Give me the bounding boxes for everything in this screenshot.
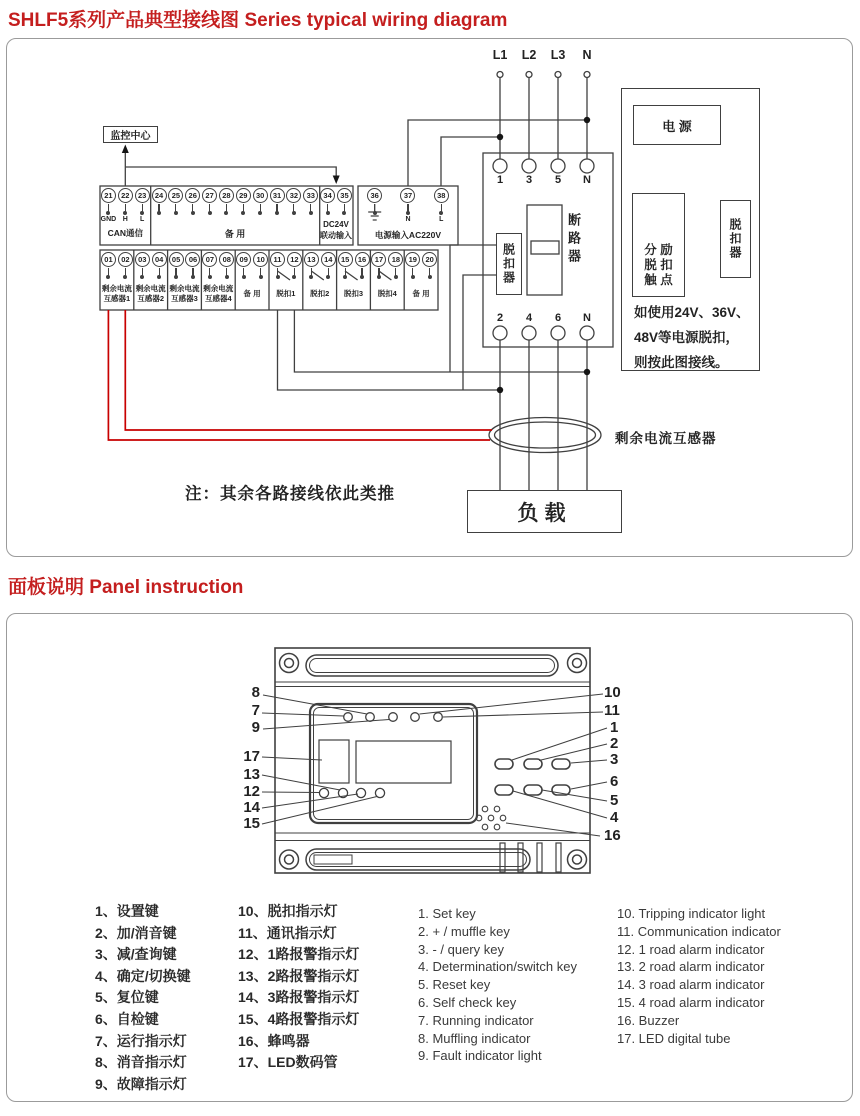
legend-item: 15、4路报警指示灯 — [238, 1010, 360, 1027]
breaker-trip-unit-box: 脱扣器 — [496, 233, 522, 295]
terminal-sub-label: L — [439, 215, 444, 223]
terminal-pin — [159, 268, 160, 276]
terminal-cell — [100, 250, 117, 280]
legend-item: 9. Fault indicator light — [418, 1048, 542, 1064]
terminal-pin — [412, 268, 413, 276]
terminal-pin — [429, 268, 430, 276]
terminal-pin — [192, 268, 193, 276]
terminal-group-label: 剩余电流 互感器1 — [101, 284, 132, 303]
terminal-pin — [344, 204, 345, 212]
terminal-number: 15 — [338, 252, 353, 267]
terminal-sub-label: GND — [100, 215, 117, 223]
panel-callout-2: 2 — [610, 735, 619, 752]
terminal-pin — [277, 268, 278, 276]
legend-item: 13、2路报警指示灯 — [238, 967, 360, 984]
terminal-number: 21 — [101, 188, 116, 203]
panel-callout-6: 6 — [610, 773, 619, 790]
panel-callout-13: 13 — [243, 766, 260, 783]
terminal-cell — [252, 186, 269, 245]
terminal-pin — [125, 204, 126, 212]
wiring-note: 注：其余各路接线依此类推 — [185, 485, 395, 503]
terminal-number: 33 — [303, 188, 318, 203]
terminal-cell — [201, 250, 218, 280]
terminal-pin — [142, 204, 143, 212]
breaker-in-5: 5 — [554, 174, 562, 186]
terminal-number: 38 — [434, 188, 449, 203]
terminal-row-2 — [100, 250, 438, 280]
breaker-out-4: 4 — [525, 312, 533, 324]
terminal-pin — [293, 204, 294, 212]
panel-callout-4: 4 — [610, 809, 619, 826]
terminal-pin — [374, 204, 375, 212]
terminal-number: 35 — [337, 188, 352, 203]
terminal-number: 14 — [321, 252, 336, 267]
terminal-pin — [260, 204, 261, 212]
legend-item: 17. LED digital tube — [617, 1030, 731, 1046]
phase-label-n: N — [582, 48, 592, 62]
legend-en-col1 — [418, 905, 577, 1065]
breaker-in-3: 3 — [525, 174, 533, 186]
breaker-in-n: N — [583, 174, 591, 186]
terminal-number: 19 — [405, 252, 420, 267]
dc24v-group-label-2: 联动输入 — [320, 231, 352, 240]
phase-label-l3: L3 — [550, 48, 566, 62]
legend-item: 11. Communication indicator — [617, 923, 781, 939]
wiring-section-title: SHLF5系列产品典型接线图 Series typical wiring diagram — [8, 10, 508, 31]
legend-item: 2. + / muffle key — [418, 923, 510, 939]
shunt-trip-contact-label: 分 励 脱 扣 触 点 — [644, 243, 673, 287]
terminal-number: 29 — [236, 188, 251, 203]
terminal-pin — [328, 268, 329, 276]
legend-item: 16. Buzzer — [617, 1012, 680, 1028]
terminal-pin — [345, 268, 346, 276]
terminal-number: 12 — [287, 252, 302, 267]
panel-callout-5: 5 — [610, 792, 619, 809]
terminal-number: 32 — [286, 188, 301, 203]
legend-en-col2 — [617, 905, 781, 1047]
terminal-number: 03 — [135, 252, 150, 267]
terminal-number: 24 — [152, 188, 167, 203]
legend-item: 14. 3 road alarm indicator — [617, 977, 765, 993]
terminal-number: 20 — [422, 252, 437, 267]
panel-callout-10: 10 — [604, 684, 621, 701]
legend-item: 7、运行指示灯 — [95, 1032, 187, 1049]
aux-trip-device-box: 脱扣器 — [720, 200, 751, 278]
terminal-row-2-group-labels — [100, 280, 438, 307]
terminal-number: 01 — [101, 252, 116, 267]
terminal-cell — [269, 186, 286, 245]
terminal-group-label: 脱扣1 — [276, 288, 296, 298]
legend-item: 8、消音指示灯 — [95, 1054, 187, 1071]
legend-item: 2、加/消音键 — [95, 924, 177, 941]
terminal-cell — [337, 250, 354, 280]
terminal-number: 04 — [152, 252, 167, 267]
terminal-pin — [125, 268, 126, 276]
legend-cn-col2 — [238, 901, 359, 1074]
legend-item: 14、3路报警指示灯 — [238, 989, 360, 1006]
legend-item: 1. Set key — [418, 906, 476, 921]
legend-item: 3. - / query key — [418, 941, 504, 957]
terminal-number: 31 — [270, 188, 285, 203]
terminal-pin — [108, 268, 109, 276]
terminal-cell — [201, 186, 218, 245]
terminal-cell — [218, 250, 235, 280]
terminal-cell — [269, 250, 286, 280]
phase-label-l1: L1 — [492, 48, 508, 62]
aux-note-text: 如使用24V、36V、 48V等电源脱扣， 则按此图接线。 — [634, 305, 750, 370]
terminal-pin — [311, 268, 312, 276]
terminal-number: 10 — [253, 252, 268, 267]
terminal-pin — [209, 204, 210, 212]
terminal-pin — [260, 268, 261, 276]
breaker-name-label: 断路器 — [566, 213, 581, 267]
terminal-pin — [294, 268, 295, 276]
legend-item: 15. 4 road alarm indicator — [617, 994, 765, 1010]
panel-callout-15: 15 — [243, 815, 260, 832]
panel-callout-7: 7 — [251, 702, 260, 719]
terminal-cell — [302, 186, 319, 245]
spare-group-label: 备 用 — [224, 229, 246, 239]
legend-item: 4. Determination/switch key — [418, 959, 577, 975]
terminal-cell — [117, 250, 134, 280]
terminal-pin — [209, 268, 210, 276]
terminal-number: 05 — [169, 252, 184, 267]
legend-item: 17、LED数码管 — [238, 1054, 338, 1071]
terminal-pin — [192, 204, 193, 212]
terminal-group-label: 备 用 — [243, 288, 261, 298]
terminal-cell — [303, 250, 320, 280]
panel-callout-3: 3 — [610, 751, 619, 768]
terminal-pin — [175, 268, 176, 276]
terminal-number: 08 — [219, 252, 234, 267]
terminal-cell — [184, 186, 201, 245]
panel-callout-14: 14 — [243, 799, 260, 816]
terminal-cell — [167, 186, 184, 245]
terminal-number: 16 — [355, 252, 370, 267]
terminal-pin — [407, 204, 408, 212]
terminal-number: 06 — [185, 252, 200, 267]
terminal-number: 11 — [270, 252, 285, 267]
terminal-pin — [276, 204, 277, 212]
legend-item: 13. 2 road alarm indicator — [617, 959, 765, 975]
terminal-cell — [151, 186, 168, 245]
terminal-sub-label: H — [122, 215, 128, 223]
terminal-number: 17 — [371, 252, 386, 267]
terminal-cell — [286, 250, 303, 280]
terminal-pin — [327, 204, 328, 212]
terminal-pin — [361, 268, 362, 276]
breaker-out-6: 6 — [554, 312, 562, 324]
terminal-cell — [371, 250, 388, 280]
terminal-cell — [354, 250, 371, 280]
terminal-pin — [158, 204, 159, 212]
terminal-cell — [168, 250, 185, 280]
legend-item: 5、复位键 — [95, 989, 159, 1006]
legend-item: 5. Reset key — [418, 977, 491, 993]
terminal-number: 23 — [135, 188, 150, 203]
breaker-in-1: 1 — [496, 174, 504, 186]
terminal-cell — [252, 250, 269, 280]
breaker-out-2: 2 — [496, 312, 504, 324]
terminal-pin — [310, 204, 311, 212]
terminal-number: 30 — [253, 188, 268, 203]
terminal-group-label: 脱扣4 — [377, 288, 397, 298]
terminal-cell — [151, 250, 168, 280]
legend-item: 16、蜂鸣器 — [238, 1032, 310, 1049]
terminal-cell — [285, 186, 302, 245]
terminal-group-label: 剩余电流 互感器4 — [203, 284, 234, 303]
legend-item: 10. Tripping indicator light — [617, 906, 766, 921]
terminal-pin — [243, 268, 244, 276]
terminal-number: 18 — [388, 252, 403, 267]
terminal-sub-label: L — [140, 215, 145, 223]
terminal-number: 13 — [304, 252, 319, 267]
terminal-group-label: 脱扣3 — [343, 288, 364, 298]
terminal-pin — [226, 204, 227, 212]
legend-item: 10、脱扣指示灯 — [238, 903, 338, 919]
terminal-cell — [421, 250, 438, 280]
terminal-cell — [185, 250, 202, 280]
shunt-trip-contact-box — [632, 193, 685, 297]
phase-label-l2: L2 — [521, 48, 537, 62]
terminal-group-label: 剩余电流 互感器3 — [169, 284, 200, 303]
terminal-pin — [142, 268, 143, 276]
terminal-pin — [378, 268, 379, 276]
legend-item: 3、减/查询键 — [95, 946, 177, 963]
terminal-group-label: 备 用 — [412, 288, 430, 298]
panel-callout-17: 17 — [243, 748, 260, 765]
terminal-pin — [395, 268, 396, 276]
terminal-cell — [134, 250, 151, 280]
legend-item: 6. Self check key — [418, 994, 517, 1010]
terminal-number: 25 — [168, 188, 183, 203]
monitor-center-box: 监控中心 — [103, 126, 158, 143]
panel-callout-1: 1 — [610, 719, 619, 736]
load-box: 负载 — [467, 490, 622, 533]
power-input-label: 电源输入AC220V — [374, 230, 442, 240]
terminal-number: 02 — [118, 252, 133, 267]
terminal-group-label: 剩余电流 互感器2 — [135, 284, 166, 303]
can-bus-group-label: CAN通信 — [107, 228, 144, 238]
aux-power-box: 电 源 — [633, 105, 721, 145]
terminal-number: 27 — [202, 188, 217, 203]
ct-label: 剩余电流互感器 — [615, 431, 717, 446]
legend-item: 11、通讯指示灯 — [238, 924, 337, 941]
terminal-pin — [108, 204, 109, 212]
terminal-pin — [441, 204, 442, 212]
terminal-number: 22 — [118, 188, 133, 203]
legend-item: 6、自检键 — [95, 1010, 159, 1027]
terminal-number: 28 — [219, 188, 234, 203]
terminal-pin — [226, 268, 227, 276]
terminal-pin — [175, 204, 176, 212]
terminal-number: 09 — [236, 252, 251, 267]
terminal-cell — [387, 250, 404, 280]
legend-item: 9、故障指示灯 — [95, 1075, 187, 1092]
terminal-pin — [243, 204, 244, 212]
terminal-cell — [235, 250, 252, 280]
terminal-number: 34 — [320, 188, 335, 203]
panel-callout-8: 8 — [251, 684, 260, 701]
terminal-number: 37 — [400, 188, 415, 203]
terminal-cell — [320, 250, 337, 280]
legend-item: 12、1路报警指示灯 — [238, 946, 360, 963]
panel-callout-16: 16 — [604, 827, 621, 844]
panel-callout-11: 11 — [604, 702, 620, 719]
legend-item: 12. 1 road alarm indicator — [617, 941, 765, 957]
terminal-group-label: 脱扣2 — [310, 288, 330, 298]
panel-section-title: 面板说明 Panel instruction — [8, 577, 244, 598]
legend-item: 8. Muffling indicator — [418, 1030, 531, 1046]
terminal-sub-label: N — [405, 215, 411, 223]
legend-item: 4、确定/切换键 — [95, 967, 191, 984]
breaker-out-n: N — [583, 312, 591, 324]
terminal-number: 26 — [185, 188, 200, 203]
legend-item: 1、设置键 — [95, 903, 159, 919]
legend-cn-col1 — [95, 901, 191, 1095]
terminal-number: 07 — [202, 252, 217, 267]
legend-item: 7. Running indicator — [418, 1012, 534, 1028]
panel-callout-12: 12 — [243, 783, 260, 800]
dc24v-group-label-1: DC24V — [323, 220, 349, 229]
terminal-cell — [404, 250, 421, 280]
terminal-number: 36 — [367, 188, 382, 203]
panel-callout-9: 9 — [251, 719, 260, 736]
